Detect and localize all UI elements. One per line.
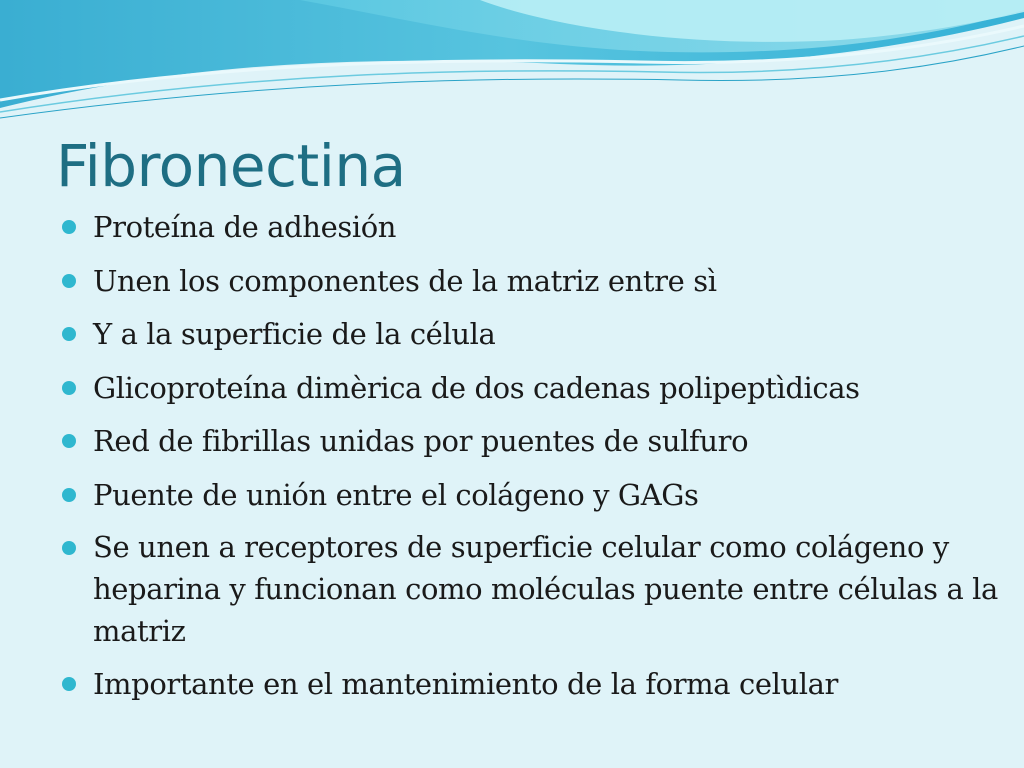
bullet-text: Se unen a receptores de superficie celular como colágeno y heparina y funcionan como moléculas puente entre células a la matriz: [93, 530, 998, 648]
bullet-item: [62, 366, 1012, 410]
bullet-text: Y a la superficie de la célula: [93, 317, 496, 351]
bullet-text: Puente de unión entre el colágeno y GAGs: [93, 477, 699, 512]
bullet-dot-icon: [62, 220, 76, 234]
bullet-item: [62, 259, 1012, 303]
wave-header-decoration: [0, 0, 1024, 130]
bullet-dot-icon: [62, 381, 76, 395]
bullet-dot-icon: [62, 541, 76, 555]
bullet-dot-icon: [62, 274, 76, 288]
bullet-item: [62, 473, 1012, 517]
slide-title: Fibronectina: [56, 132, 406, 200]
bullet-dot-icon: [62, 677, 76, 691]
bullet-item: [62, 526, 1012, 652]
bullet-text: Importante en el mantenimiento de la forma celular: [93, 666, 838, 701]
bullet-text: Unen los componentes de la matriz entre sì: [93, 263, 717, 298]
bullet-text: Glicoproteína dimèrica de dos cadenas polipeptìdicas: [93, 370, 860, 405]
bullet-item: [62, 312, 1012, 356]
bullet-dot-icon: [62, 434, 76, 448]
bullet-item: [62, 662, 1012, 706]
bullet-dot-icon: [62, 327, 76, 341]
bullet-text: Red de fibrillas unidas por puentes de sulfuro: [93, 424, 749, 458]
bullet-dot-icon: [62, 488, 76, 502]
bullet-item: [62, 205, 1012, 249]
bullet-list: [62, 205, 1012, 715]
bullet-text: Proteína de adhesión: [93, 210, 397, 244]
bullet-item: [62, 419, 1012, 463]
